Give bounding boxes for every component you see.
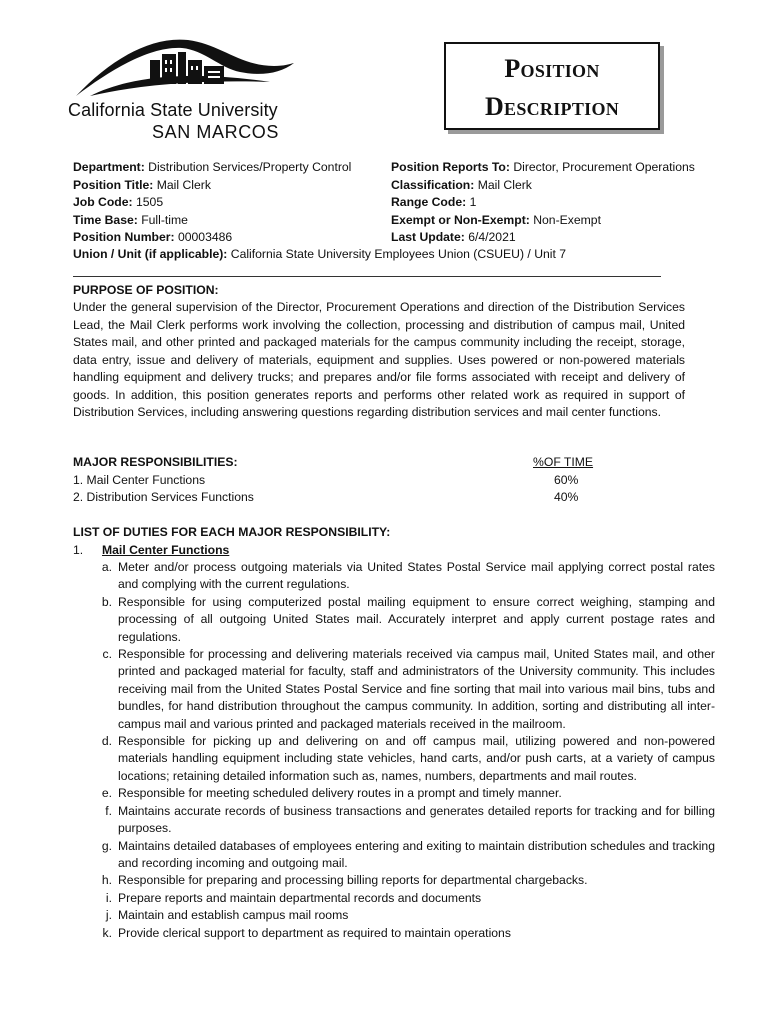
reports-to-value: Director, Procurement Operations [513, 160, 695, 174]
duty-item [92, 803, 715, 838]
time-base-row [73, 212, 351, 230]
duty-text: Responsible for using computerized postal mailing equipment to ensure correct weighing, stamping and processing of all outgoing United States mail. Accurately interpret and apply current postage rates and regulations. [118, 594, 715, 644]
logo-campus-name: SAN MARCOS [152, 122, 280, 142]
exempt-row [391, 212, 695, 230]
purpose-heading: PURPOSE OF POSITION: [73, 283, 219, 297]
duty-text: Responsible for picking up and delivering on and off campus mail, utilizing powered and non-powered materials handling equipment including state vehicles, hand carts, and/or push carts, at a variety of campus locations; retaining detailed information such as, names, numbers, departments and mail routes. [118, 734, 715, 783]
last-update-label: Last Update: [391, 230, 465, 244]
duty-item [92, 785, 715, 802]
duty-text: Maintains accurate records of business transactions and generates detailed reports for tracking and for billing purposes. [118, 803, 715, 836]
major-responsibilities-heading: MAJOR RESPONSIBILITIES: [73, 455, 238, 469]
classification-row [391, 177, 695, 195]
duty-letter: b. [101, 594, 112, 609]
duty-text: Prepare reports and maintain departmental records and documents [118, 890, 482, 905]
department-value: Distribution Services/Property Control [148, 160, 352, 174]
duty-text: Responsible for meeting scheduled delivery routes in a prompt and timely manner. [118, 786, 562, 801]
duties-heading: LIST OF DUTIES FOR EACH MAJOR RESPONSIBILITY: [73, 525, 391, 539]
classification-value: Mail Clerk [477, 177, 532, 192]
document-title-box [444, 42, 660, 130]
range-code-value: 1 [469, 195, 477, 209]
title-line-2: Description [484, 92, 620, 121]
position-title-value: Mail Clerk [156, 177, 211, 192]
purpose-paragraph: Under the general supervision of the Director, Procurement Operations and direction of the Distribution Services Lead, the Mail Clerk performs work involving the collection, processing and distribution of campus mail, United States mail, and other printed and packaged materials for the campus community including the receipt, storage, data entry, issue and delivery of materials, equipment and supplies. Uses powered or non-powered materials handling equipment and delivery trucks; and prepares and/or file forms associated with receipt and delivery of goods. In addition, this position generates reports and performs other related work as required in support of Distribution Services, including answering questions regarding distribution services and mail center functions. [73, 300, 685, 419]
duty-item [92, 890, 715, 907]
duty-letter: a. [101, 560, 112, 574]
duty-letter: k. [102, 925, 112, 940]
last-update-row [391, 229, 695, 247]
duty-text: Maintains detailed databases of employees entering and exiting to maintain distribution schedules and tracking and recording incoming and outgoing mail. [118, 838, 715, 870]
position-info-left [73, 159, 351, 247]
position-title-label: Position Title: [73, 177, 154, 192]
duty-letter: g. [101, 838, 112, 853]
duty-text: Meter and/or process outgoing materials via United States Postal Service mail applying correct postal rates and complying with the current regulations. [118, 560, 715, 592]
duty-text: Maintain and establish campus mail rooms [118, 908, 349, 923]
percent-of-time-heading: %OF TIME [533, 455, 594, 469]
position-number-label: Position Number: [73, 230, 175, 244]
duty-item [92, 594, 715, 646]
logo-university-name: California State University [68, 100, 278, 120]
duty-item [92, 838, 715, 873]
duty-text: Responsible for processing and delivering materials received via campus mail, United States mail, and other printed and packaged material for faculty, staff and administrators of the University community. This includes receiving mail from the United States Postal Service and fine sorting that mail into various mail bins, tubs and bundles, for hand distribution throughout the campus community. In addition, sorting and distributing all inter-campus mail and various printed and packaged materials received in the mailroom. [118, 647, 715, 731]
duty-letter: e. [101, 786, 112, 801]
section-divider [73, 276, 661, 277]
reports-to-row [391, 159, 695, 177]
duty-letter: f. [105, 803, 112, 818]
range-code-label: Range Code: [391, 195, 467, 209]
job-code-label: Job Code: [73, 195, 133, 209]
position-number-value: 00003486 [177, 230, 233, 244]
duty-letter: c. [102, 647, 112, 662]
position-info-right [391, 159, 695, 247]
exempt-value: Non-Exempt [533, 212, 601, 227]
department-row [73, 159, 351, 177]
responsibility-percent: 60% [554, 473, 579, 487]
duty-letter: j. [105, 908, 112, 923]
responsibility-percent: 40% [554, 490, 579, 504]
exempt-label: Exempt or Non-Exempt: [391, 212, 530, 227]
duty-letter: h. [101, 873, 112, 888]
duty-text: Provide clerical support to department as required to maintain operations [118, 925, 511, 940]
job-code-value: 1505 [135, 195, 164, 209]
duty-item [92, 907, 715, 924]
responsibility-item: 1. Mail Center Functions [73, 473, 206, 487]
union-row [73, 246, 566, 263]
job-code-row [73, 194, 351, 212]
duty-item [92, 733, 715, 785]
duty-item [92, 646, 715, 733]
responsibility-item: 2. Distribution Services Functions [73, 490, 254, 504]
duty-item [92, 925, 715, 942]
university-logo [68, 30, 300, 148]
duty-section-number: 1. [73, 543, 84, 557]
time-base-label: Time Base: [73, 212, 138, 227]
union-label: Union / Unit (if applicable): [73, 247, 228, 261]
duty-text: Responsible for preparing and processing billing reports for departmental chargebacks. [118, 873, 588, 888]
duty-list [92, 559, 715, 942]
last-update-value: 6/4/2021 [468, 230, 516, 244]
time-base-value: Full-time [141, 212, 188, 227]
campus-skyline-logo-icon [70, 30, 296, 102]
position-number-row [73, 229, 351, 247]
department-label: Department: [73, 160, 145, 174]
duty-item [92, 559, 715, 594]
duty-letter: d. [101, 734, 112, 749]
classification-label: Classification: [391, 177, 475, 192]
union-value: California State University Employees Union (CSUEU) / Unit 7 [230, 247, 567, 261]
reports-to-label: Position Reports To: [391, 160, 510, 174]
position-title-row [73, 177, 351, 195]
duty-section-title: Mail Center Functions [102, 543, 230, 557]
duty-item [92, 872, 715, 889]
range-code-row [391, 194, 695, 212]
title-line-1: Position [504, 54, 600, 83]
duty-letter: i. [105, 890, 112, 905]
